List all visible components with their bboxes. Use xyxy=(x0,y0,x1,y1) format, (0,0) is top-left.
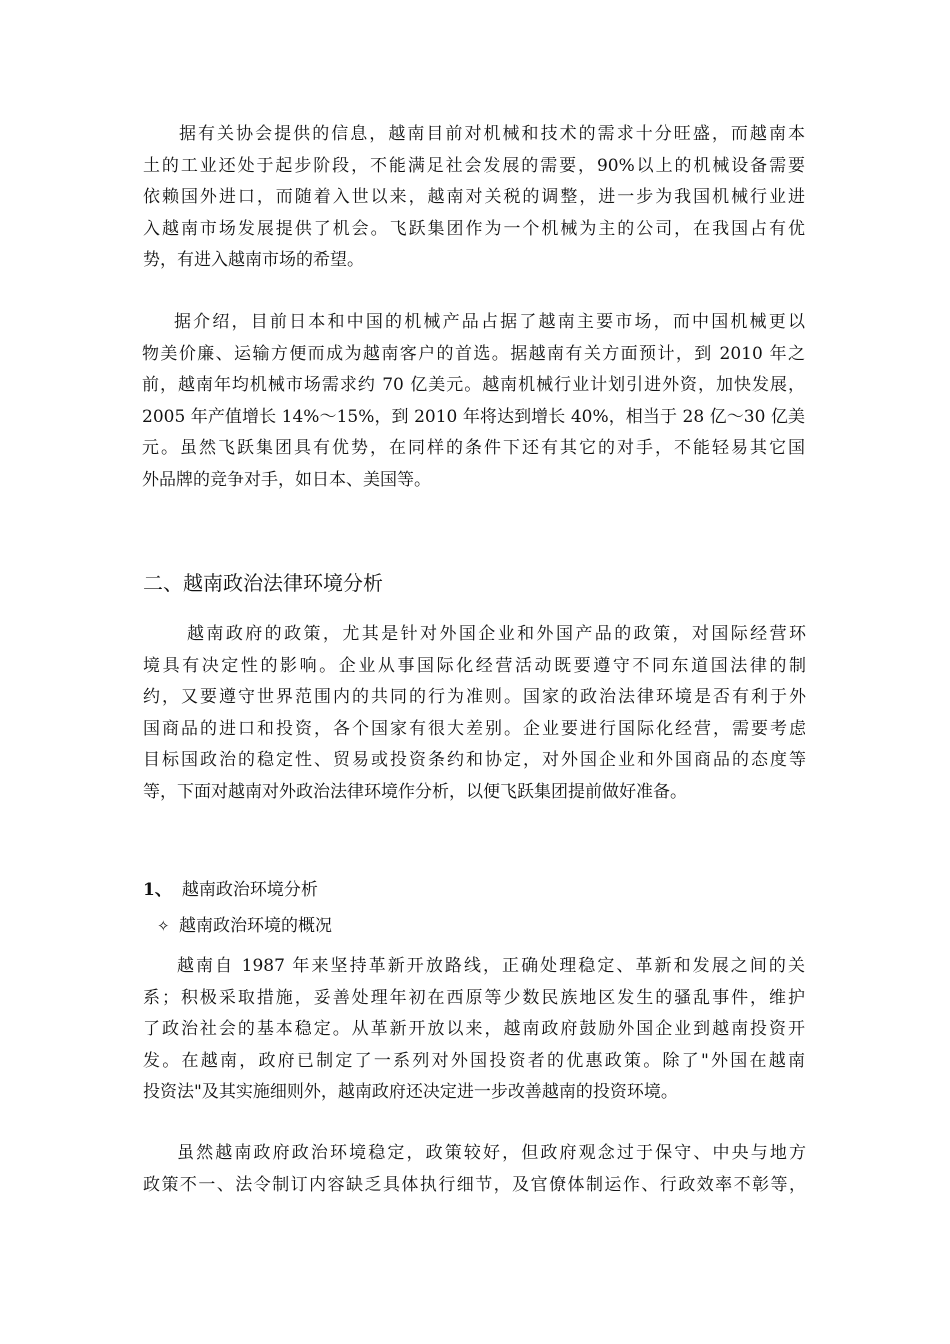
subsection-title: 越南政治环境分析 xyxy=(181,880,318,900)
paragraph-line: 目标国政治的稳定性、贸易或投资条约和协定，对外国企业和外国商品的态度等 xyxy=(143,750,806,770)
paragraph-line: 势，有进入越南市场的希望。 xyxy=(143,250,364,270)
bullet-text: 越南政治环境的概况 xyxy=(179,916,332,936)
bullet-item xyxy=(157,912,332,940)
paragraph-line: 等，下面对越南对外政治法律环境作分析，以便飞跃集团提前做好准备。 xyxy=(143,781,687,802)
paragraph-line: 据介绍，目前日本和中国的机械产品占据了越南主要市场，而中国机械更以 xyxy=(174,312,805,332)
paragraph-line: 前，越南年均机械市场需求约 70 亿美元。越南机械行业计划引进外资，加快发展， xyxy=(142,375,805,395)
paragraph-political-issues xyxy=(143,1138,806,1201)
paragraph-line: 越南政府的政策，尤其是针对外国企业和外国产品的政策，对国际经营环 xyxy=(187,624,806,644)
paragraph-line: 据有关协会提供的信息，越南目前对机械和技术的需求十分旺盛，而越南本 xyxy=(179,124,805,144)
paragraph-line: 物美价廉、运输方便而成为越南客户的首选。据越南有关方面预计，到 2010 年之 xyxy=(142,343,805,364)
paragraph-line: 了政治社会的基本稳定。从革新开放以来，越南政府鼓励外国企业到越南投资开 xyxy=(143,1019,805,1039)
paragraph-market-demand xyxy=(143,119,805,277)
paragraph-line: 入越南市场发展提供了机会。飞跃集团作为一个机械为主的公司，在我国占有优 xyxy=(143,218,805,239)
diamond-bullet-icon: ✧ xyxy=(157,917,170,935)
section-heading: 二、越南政治法律环境分析 xyxy=(143,571,383,595)
paragraph-line: 约，又要遵守世界范围内的共同的行为准则。国家的政治法律环境是否有利于外 xyxy=(143,687,806,707)
paragraph-line: 越南自 1987 年来坚持革新开放路线，正确处理稳定、革新和发展之间的关 xyxy=(177,956,805,976)
paragraph-line: 土的工业还处于起步阶段，不能满足社会发展的需要，90%以上的机械设备需要 xyxy=(143,155,805,176)
paragraph-line: 虽然越南政府政治环境稳定，政策较好，但政府观念过于保守、中央与地方 xyxy=(177,1143,806,1163)
subsection-number: 1、 xyxy=(143,880,172,900)
paragraph-line: 外品牌的竞争对手，如日本、美国等。 xyxy=(142,469,431,490)
paragraph-political-overview xyxy=(143,951,805,1109)
paragraph-line: 政策不一、法令制订内容缺乏具体执行细节，及官僚体制运作、行政效率不彰等， xyxy=(143,1174,806,1195)
subsection-heading xyxy=(143,876,318,904)
paragraph-line: 境具有决定性的影响。企业从事国际化经营活动既要遵守不同东道国法律的制 xyxy=(143,655,806,676)
paragraph-line: 2005 年产值增长 14%～15%，到 2010 年将达到增长 40%，相当于 28 亿～30 亿美 xyxy=(142,406,805,427)
paragraph-line: 元。虽然飞跃集团具有优势，在同样的条件下还有其它的对手，不能轻易其它国 xyxy=(142,438,805,458)
paragraph-line: 投资法"及其实施细则外，越南政府还决定进一步改善越南的投资环境。 xyxy=(143,1082,678,1102)
paragraph-line: 国商品的进口和投资，各个国家有很大差别。企业要进行国际化经营，需要考虑 xyxy=(143,718,806,739)
paragraph-political-legal-intro xyxy=(143,619,806,808)
paragraph-competition xyxy=(142,307,805,496)
paragraph-line: 系；积极采取措施，妥善处理年初在西原等少数民族地区发生的骚乱事件，维护 xyxy=(143,987,805,1008)
paragraph-line: 依赖国外进口，而随着入世以来，越南对关税的调整，进一步为我国机械行业进 xyxy=(143,187,805,207)
paragraph-line: 发。在越南，政府已制定了一系列对外国投资者的优惠政策。除了"外国在越南 xyxy=(143,1050,805,1071)
